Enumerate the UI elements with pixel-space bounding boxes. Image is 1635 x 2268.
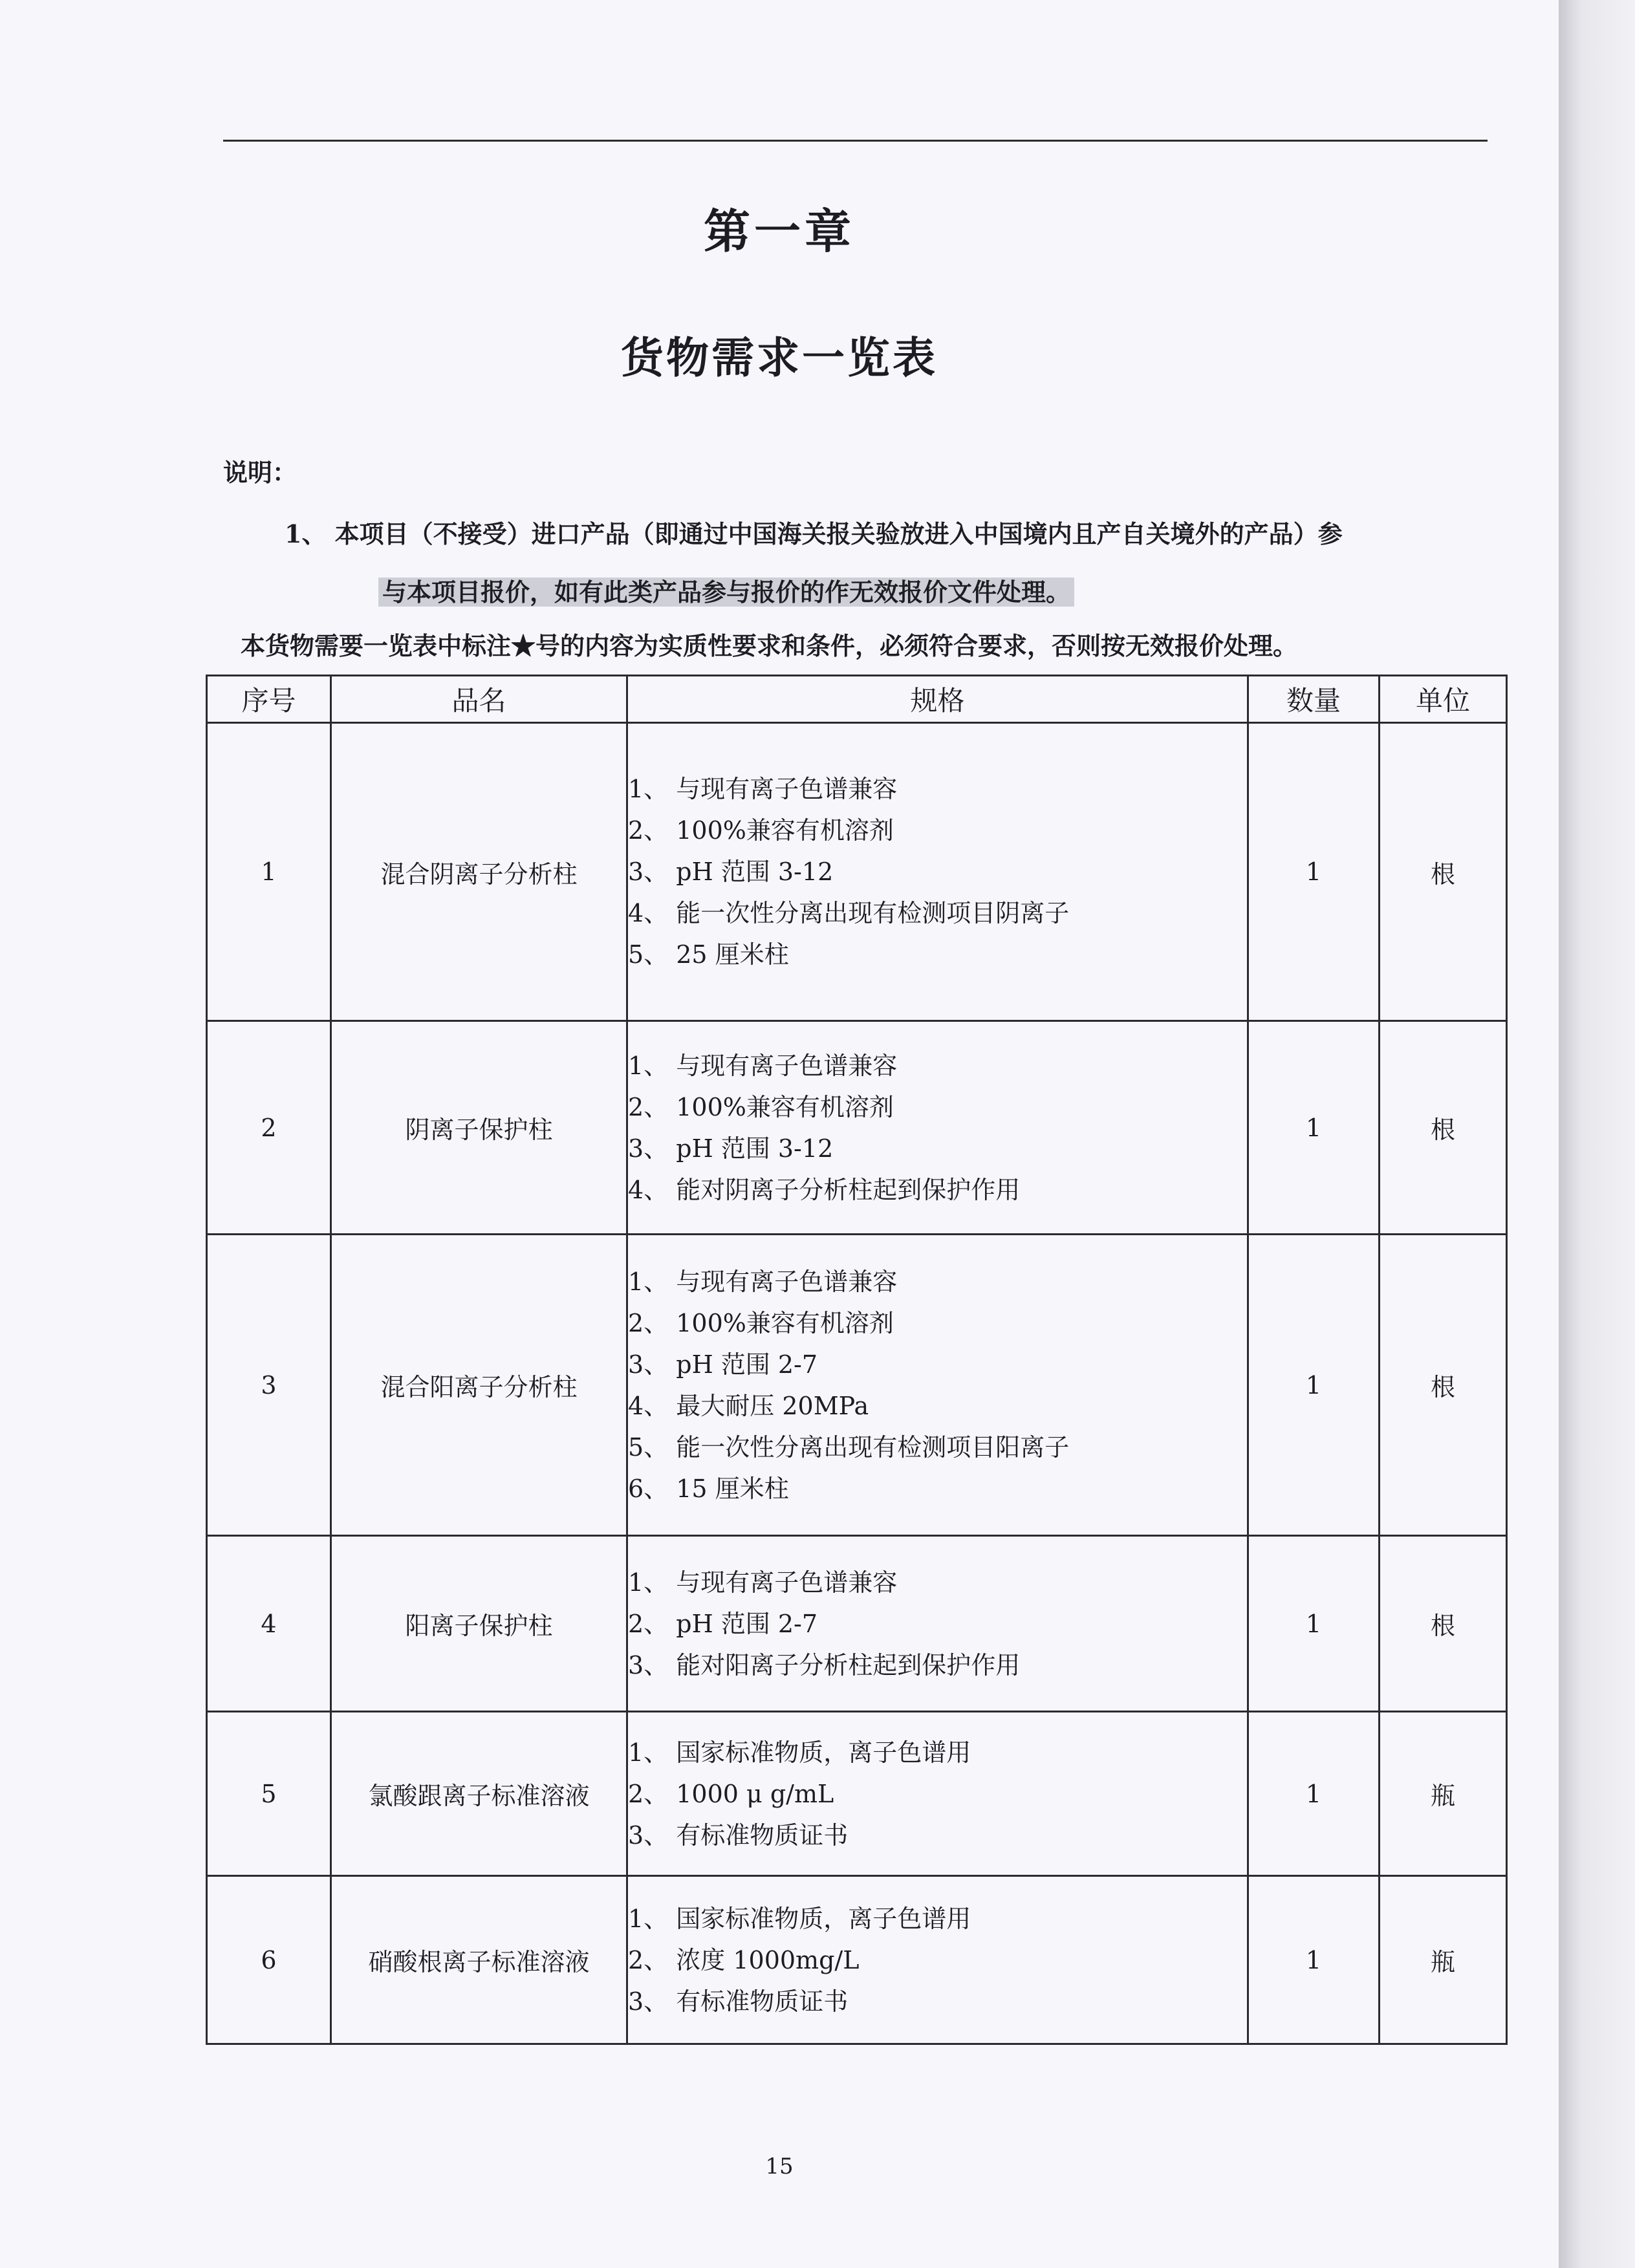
spec-item: 4、 能一次性分离出现有检测项目阴离子	[628, 899, 1070, 927]
row-name: 阴离子保护柱	[331, 1021, 627, 1235]
row-specs	[627, 1021, 1248, 1235]
note-star-requirement: 本货物需要一览表中标注★号的内容为实质性要求和条件，必须符合要求，否则按无效报价处理。	[241, 631, 1298, 660]
spec-item: 2、 100%兼容有机溶剂	[628, 1308, 894, 1337]
row-unit: 根	[1380, 1235, 1507, 1536]
row-unit: 瓶	[1380, 1876, 1507, 2044]
row-unit: 根	[1380, 723, 1507, 1021]
row-name: 硝酸根离子标准溶液	[331, 1876, 627, 2044]
table-row	[207, 1021, 1507, 1235]
row-name: 氯酸跟离子标准溶液	[331, 1712, 627, 1876]
header-qty: 数量	[1248, 676, 1380, 723]
row-specs	[627, 1712, 1248, 1876]
table-row	[207, 1536, 1507, 1712]
row-unit: 根	[1380, 1021, 1507, 1235]
row-specs	[627, 1536, 1248, 1712]
spec-item: 1、 国家标准物质，离子色谱用	[628, 1904, 971, 1933]
spec-item: 3、 pH 范围 3-12	[628, 858, 834, 886]
spec-item: 3、 有标准物质证书	[628, 1987, 849, 2016]
row-name: 混合阳离子分析柱	[331, 1235, 627, 1536]
spec-item: 4、 能对阴离子分析柱起到保护作用	[628, 1175, 1021, 1204]
spec-item: 2、 100%兼容有机溶剂	[628, 816, 894, 845]
note-item-1-line-1: 1、 本项目（不接受）进口产品（即通过中国海关报关验放进入中国境内且产自关境外的产品）参	[285, 519, 1343, 548]
spec-item: 2、 浓度 1000mg/L	[628, 1945, 860, 1974]
row-no: 4	[207, 1536, 331, 1712]
row-specs	[627, 723, 1248, 1021]
row-no: 3	[207, 1235, 331, 1536]
header-no: 序号	[207, 676, 331, 723]
row-qty: 1	[1248, 723, 1380, 1021]
spec-item: 1、 国家标准物质，离子色谱用	[628, 1738, 971, 1767]
spec-item: 5、 25 厘米柱	[628, 940, 789, 969]
scan-page-edge	[1559, 0, 1635, 2268]
row-qty: 1	[1248, 1876, 1380, 2044]
row-name: 阳离子保护柱	[331, 1536, 627, 1712]
header-name: 品名	[331, 676, 627, 723]
row-unit: 根	[1380, 1536, 1507, 1712]
spec-item: 4、 最大耐压 20MPa	[628, 1391, 869, 1420]
row-specs	[627, 1235, 1248, 1536]
row-no: 1	[207, 723, 331, 1021]
table-row	[207, 723, 1507, 1021]
row-no: 2	[207, 1021, 331, 1235]
note-item-1-line-2-text: 与本项目报价，如有此类产品参与报价的作无效报价文件处理。	[378, 578, 1074, 607]
header-spec: 规格	[627, 676, 1248, 723]
spec-item: 2、 1000 μ g/mL	[628, 1779, 834, 1808]
table-row	[207, 1712, 1507, 1876]
table-row	[207, 1876, 1507, 2044]
spec-item: 3、 pH 范围 2-7	[628, 1350, 818, 1379]
table-header-row	[207, 676, 1507, 723]
table-row	[207, 1235, 1507, 1536]
header-unit: 单位	[1380, 676, 1507, 723]
row-no: 6	[207, 1876, 331, 2044]
spec-item: 5、 能一次性分离出现有检测项目阳离子	[628, 1432, 1070, 1462]
spec-item: 1、 与现有离子色谱兼容	[628, 775, 898, 803]
spec-item: 1、 与现有离子色谱兼容	[628, 1267, 898, 1296]
row-qty: 1	[1248, 1712, 1380, 1876]
row-specs	[627, 1876, 1248, 2044]
requirements-table	[206, 675, 1508, 2045]
document-title: 货物需求一览表	[621, 332, 938, 383]
row-name: 混合阴离子分析柱	[331, 723, 627, 1021]
spec-item: 2、 100%兼容有机溶剂	[628, 1092, 894, 1121]
note-label: 说明：	[223, 458, 298, 487]
row-qty: 1	[1248, 1021, 1380, 1235]
spec-item: 1、 与现有离子色谱兼容	[628, 1051, 898, 1080]
page-number: 15	[765, 2154, 794, 2179]
spec-item: 3、 pH 范围 3-12	[628, 1134, 834, 1163]
spec-item: 6、 15 厘米柱	[628, 1474, 789, 1503]
row-qty: 1	[1248, 1536, 1380, 1712]
header-rule	[223, 140, 1488, 142]
row-qty: 1	[1248, 1235, 1380, 1536]
chapter-heading: 第一章	[703, 204, 855, 259]
note-item-1-line-2	[378, 572, 1074, 608]
spec-item: 1、 与现有离子色谱兼容	[628, 1568, 898, 1597]
spec-item: 3、 有标准物质证书	[628, 1820, 849, 1850]
spec-item: 3、 能对阳离子分析柱起到保护作用	[628, 1650, 1021, 1679]
row-no: 5	[207, 1712, 331, 1876]
row-unit: 瓶	[1380, 1712, 1507, 1876]
spec-item: 2、 pH 范围 2-7	[628, 1609, 818, 1638]
